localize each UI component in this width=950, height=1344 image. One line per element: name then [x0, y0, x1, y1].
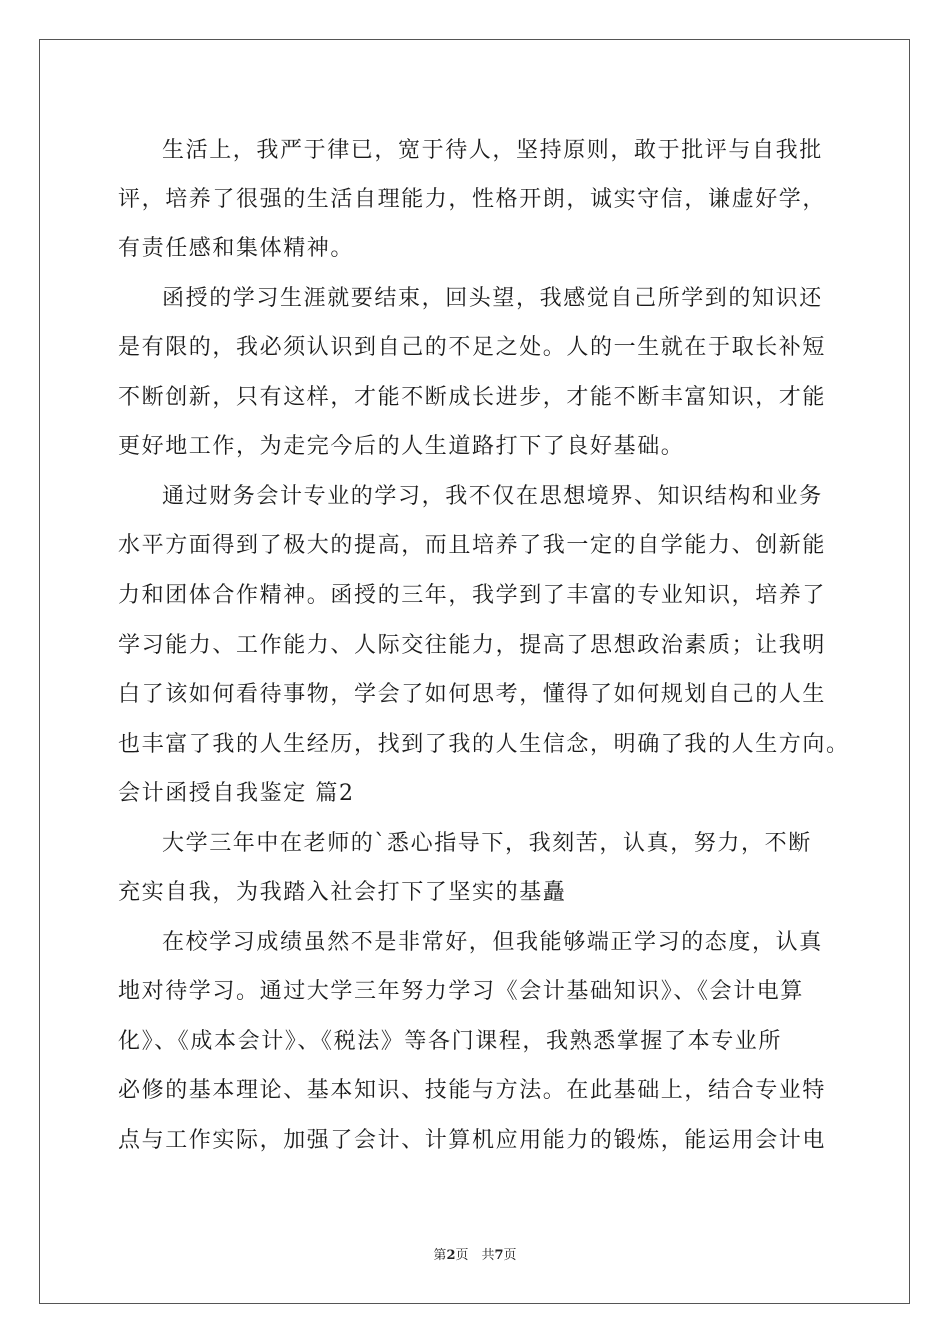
paragraph-line: 在校学习成绩虽然不是非常好，但我能够端正学习的态度，认真 — [162, 930, 823, 955]
paragraph-line: 更好地工作，为走完今后的人生道路打下了良好基础。 — [118, 434, 685, 459]
page-suffix: 页 — [503, 1248, 517, 1263]
paragraph-line: 地对待学习。通过大学三年努力学习《会计基础知识》、《会计电算 — [118, 979, 805, 1004]
paragraph-line: 力和团体合作精神。函授的三年，我学到了丰富的专业知识，培养了 — [118, 583, 827, 608]
page-footer — [0, 1247, 950, 1265]
paragraph-line: 有责任感和集体精神。 — [118, 236, 355, 261]
paragraph-line: 必修的基本理论、基本知识、技能与方法。在此基础上，结合专业特 — [118, 1078, 827, 1103]
paragraph-line: 生活上，我严于律已，宽于待人，坚持原则，敢于批评与自我批 — [162, 138, 823, 163]
paragraph-line: 函授的学习生涯就要结束，回头望，我感觉自己所学到的知识还 — [162, 286, 823, 311]
paragraph-line: 也丰富了我的人生经历，找到了我的人生信念，明确了我的人生方向。 — [118, 732, 850, 757]
paragraph-line: 点与工作实际，加强了会计、计算机应用能力的锻炼，能运用会计电 — [118, 1128, 827, 1153]
paragraph-line: 化》、《成本会计》、《税法》等各门课程，我熟悉掌握了本专业所 — [118, 1029, 783, 1054]
paragraph-line: 通过财务会计专业的学习，我不仅在思想境界、知识结构和业务 — [162, 484, 823, 509]
section-heading: 会计函授自我鉴定 篇2 — [118, 781, 355, 806]
current-page-number: 2 — [446, 1248, 456, 1263]
paragraph-line: 充实自我，为我踏入社会打下了坚实的基矗 — [118, 880, 567, 905]
paragraph-line: 不断创新，只有这样，才能不断成长进步，才能不断丰富知识，才能 — [118, 385, 827, 410]
paragraph-line: 大学三年中在老师的`悉心指导下，我刻苦，认真，努力，不断 — [162, 831, 812, 856]
paragraph-line: 水平方面得到了极大的提高，而且培养了我一定的自学能力、创新能 — [118, 533, 827, 558]
total-page-number: 7 — [494, 1248, 504, 1263]
paragraph-line: 是有限的，我必须认识到自己的不足之处。人的一生就在于取长补短 — [118, 335, 827, 360]
page-mid: 页 共 — [455, 1248, 495, 1263]
paragraph-line: 评，培养了很强的生活自理能力，性格开朗，诚实守信，谦虚好学， — [118, 187, 827, 212]
paragraph-line: 白了该如何看待事物，学会了如何思考，懂得了如何规划自己的人生 — [118, 682, 827, 707]
paragraph-line: 学习能力、工作能力、人际交往能力，提高了思想政治素质；让我明 — [118, 633, 827, 658]
page-prefix: 第 — [433, 1248, 447, 1263]
page-border — [39, 39, 910, 1304]
